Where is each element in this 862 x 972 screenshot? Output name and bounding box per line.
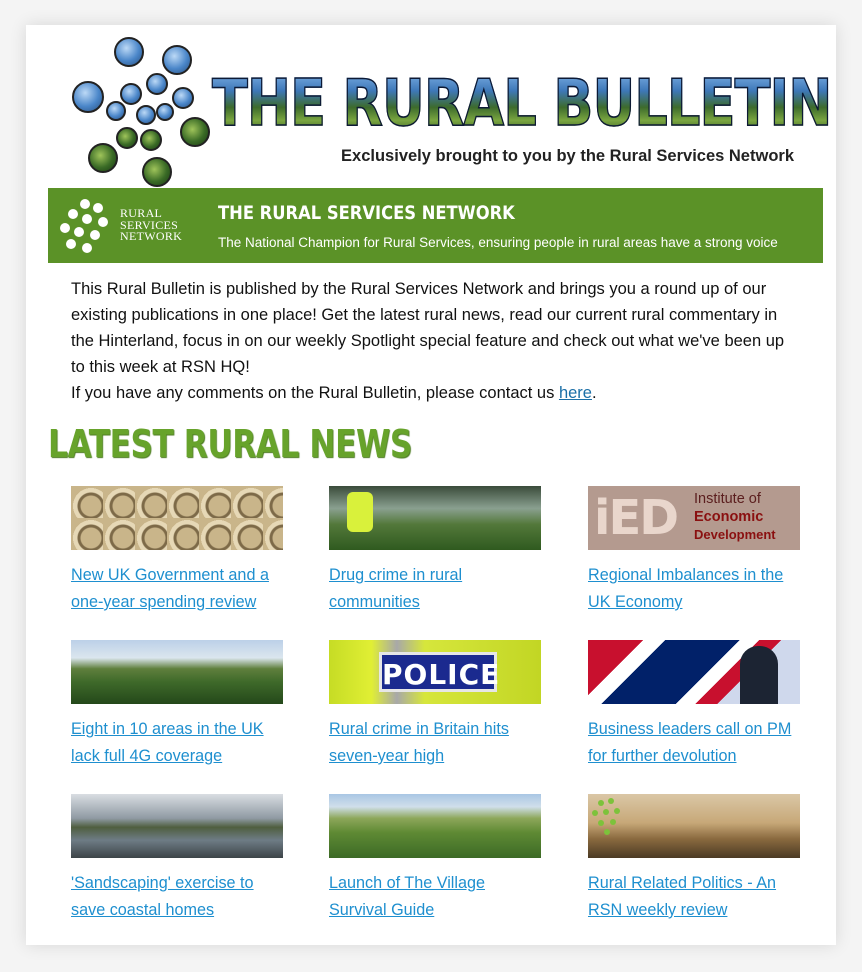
coastline-image[interactable] [71, 794, 283, 858]
news-link-line: lack full 4G coverage [71, 747, 223, 765]
news-link[interactable] [71, 870, 283, 924]
news-link[interactable] [329, 716, 541, 770]
news-link-line: RSN weekly review [588, 901, 728, 919]
news-item [71, 794, 283, 924]
news-link[interactable] [329, 870, 541, 924]
ied-logo-line: Development [694, 527, 776, 542]
police-badge: POLICE [379, 652, 497, 692]
contact-suffix: . [591, 384, 597, 402]
ied-logo-line: Economic [694, 509, 764, 525]
news-item [71, 486, 283, 616]
news-link-line: save coastal homes [71, 901, 215, 919]
news-link-line: Rural Related Politics - An [588, 874, 777, 892]
news-item [329, 794, 541, 924]
news-item [588, 486, 800, 616]
bulletin-card [26, 25, 836, 945]
bulletin-title-block [212, 67, 832, 141]
news-item [329, 640, 541, 770]
intro-paragraph: This Rural Bulletin is published by the Rural Services Network and brings you a round up of our existing publications in one place! Get the latest rural news, read our current rural commentary in the Hinterland, focus in on our weekly Spotlight special feature and check out what we've been up to this week at RSN HQ! [71, 280, 785, 376]
ied-logo-image[interactable] [588, 486, 800, 550]
rsn-logo-line: NETWORK [120, 229, 183, 243]
rsn-dots-icon [60, 199, 112, 255]
section-title: LATEST RURAL NEWS [48, 422, 412, 466]
news-link-line: Launch of The Village [329, 874, 486, 892]
police-jacket-image[interactable] [329, 640, 541, 704]
news-item [588, 640, 800, 770]
news-link-line: for further devolution [588, 747, 737, 765]
page-title: THE RURAL BULLETIN [212, 67, 832, 141]
news-link-line: seven-year high [329, 747, 445, 765]
rsn-logo-text [120, 208, 182, 243]
news-link[interactable] [588, 870, 800, 924]
news-link-line: Eight in 10 areas in the UK [71, 720, 264, 738]
rsn-logo-line: RURAL [120, 206, 163, 220]
news-link-line: New UK Government and a [71, 566, 269, 584]
news-link-line: one-year spending review [71, 593, 257, 611]
rsn-banner[interactable] [48, 188, 823, 263]
news-link[interactable] [588, 562, 800, 616]
tagline: Exclusively brought to you by the Rural Services Network [341, 147, 794, 165]
banner-subtitle: The National Champion for Rural Services, ensuring people in rural areas have a strong voice [218, 235, 778, 250]
contact-link[interactable]: here [558, 384, 592, 402]
banner-title: THE RURAL SERVICES NETWORK [218, 202, 515, 224]
news-link-line: Business leaders call on PM [588, 720, 792, 738]
news-item [588, 794, 800, 924]
news-link-line: Drug crime in rural [329, 566, 463, 584]
ied-logo-text [694, 490, 776, 544]
coins-image[interactable] [71, 486, 283, 550]
parliament-image[interactable] [588, 794, 800, 858]
ied-logo-letters: iED [594, 490, 678, 546]
prime-minister-image[interactable] [588, 640, 800, 704]
news-link-line: communities [329, 593, 420, 611]
news-link-line: 'Sandscaping' exercise to [71, 874, 254, 892]
news-link-line: Rural crime in Britain hits [329, 720, 509, 738]
news-link-line: UK Economy [588, 593, 683, 611]
news-link[interactable] [71, 562, 283, 616]
news-link-line: Regional Imbalances in the [588, 566, 784, 584]
rsn-logo-line: SERVICES [120, 217, 179, 232]
ied-logo-line: Institute of [694, 491, 761, 507]
news-link[interactable] [71, 716, 283, 770]
intro-text [71, 276, 796, 406]
news-link[interactable] [329, 562, 541, 616]
contact-text: If you have any comments on the Rural Bulletin, please contact us [71, 384, 559, 402]
news-link-line: Survival Guide [329, 901, 435, 919]
countryside-image[interactable] [71, 640, 283, 704]
police-officer-image[interactable] [329, 486, 541, 550]
news-item [71, 640, 283, 770]
news-item [329, 486, 541, 616]
bubbles-logo-icon [72, 37, 212, 187]
news-link[interactable] [588, 716, 800, 770]
village-image[interactable] [329, 794, 541, 858]
